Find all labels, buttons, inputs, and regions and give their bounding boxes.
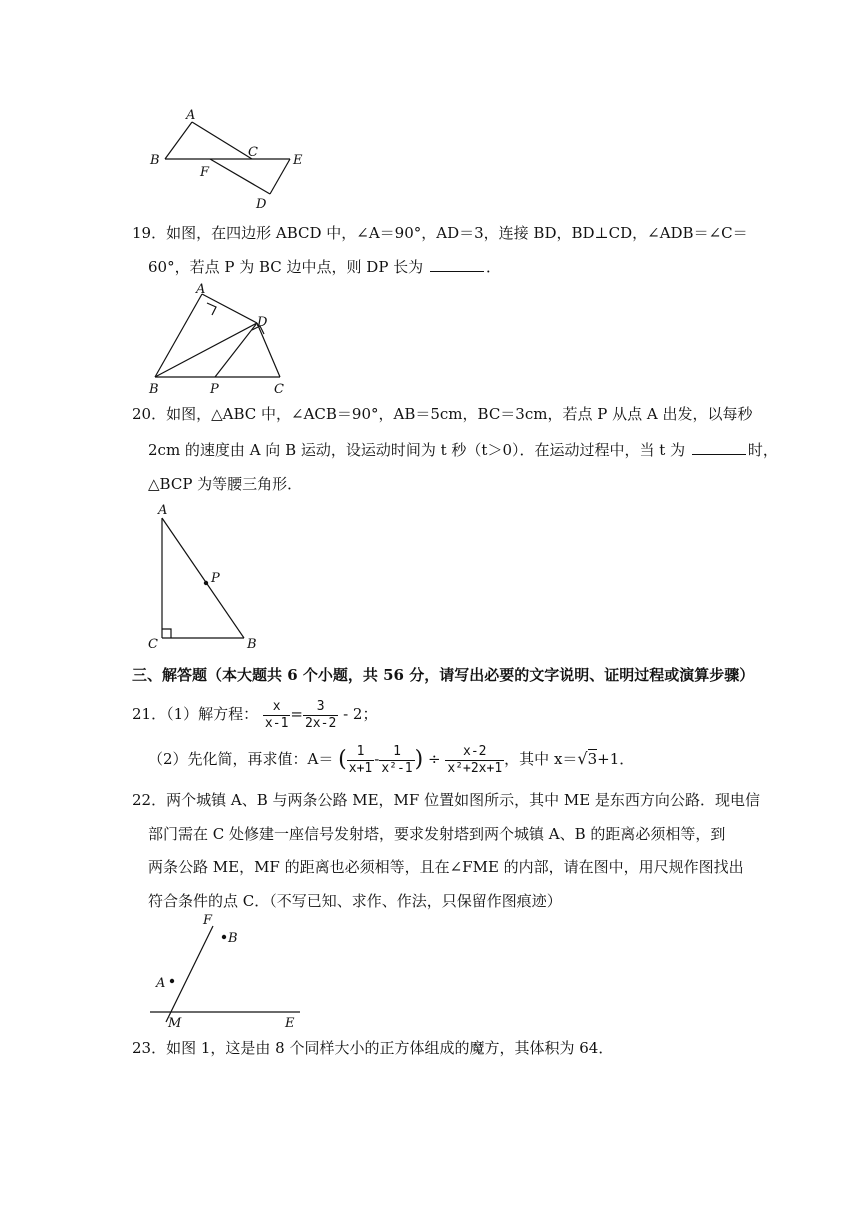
fraction-x-over-x-1: $\frac{x}{x-1}$ <box>264 698 289 731</box>
q20-line2-text: 2cm 的速度由 A 向 B 运动，设运动时间为 t 秒（t＞0）．在运动过程中，当 t 为 <box>148 441 686 459</box>
q21-part2-label: （2）先化简，再求值：A＝ <box>148 750 334 768</box>
sqrt-sign: √ <box>577 749 588 768</box>
q21-part1: 21．（1）解方程： $\frac{x}{x-1}$ = $\frac{3}{2x-2}$ - 2； <box>132 698 378 731</box>
q20-line1: 20．如图，△ABC 中，∠ACB＝90°，AB＝5cm，BC＝3cm，若点 P 从点 A 出发，以每秒 <box>132 405 753 423</box>
label-b: B <box>150 153 160 168</box>
q21-part1-tail: - 2； <box>343 705 378 723</box>
q20-line3: △BCP 为等腰三角形． <box>148 475 303 493</box>
q19-line2-end: ． <box>485 258 501 276</box>
fraction-1-over-x2-1: $\frac{1}{\text{x²-1}}$ <box>381 743 413 776</box>
label-c: C <box>274 382 284 397</box>
figure-q20 <box>140 500 280 655</box>
figure-q22 <box>140 910 315 1032</box>
label-c: C <box>148 637 158 652</box>
label-b: B <box>149 382 159 397</box>
q19-line2-text: 60°，若点 P 为 BC 边中点，则 DP 长为 <box>148 258 424 276</box>
label-f: F <box>203 913 213 928</box>
label-p: P <box>210 382 219 397</box>
q22-line3: 两条公路 ME，MF 的距离也必须相等，且在∠FME 的内部，请在图中，用尺规作图找出 <box>148 858 744 876</box>
fraction-3-over-2x-2: $\frac{3}{2x-2}$ <box>304 698 337 731</box>
q20-line2 <box>148 440 778 460</box>
answer-blank-q19[interactable] <box>430 257 484 272</box>
figure-q19 <box>140 282 300 397</box>
q22-line2: 部门需在 C 处修建一座信号发射塔，要求发射塔到两个城镇 A、B 的距离必须相等，到 <box>148 825 726 843</box>
label-e: E <box>293 153 303 168</box>
label-d: D <box>256 197 267 212</box>
label-c: C <box>248 145 258 160</box>
fraction-1-over-x+1: $\frac{1}{x+1}$ <box>348 743 373 776</box>
label-e: E <box>285 1016 295 1031</box>
sqrt-value: 3 <box>587 750 598 768</box>
q23-line1: 23．如图 1，这是由 8 个同样大小的正方体组成的魔方，其体积为 64． <box>132 1039 614 1057</box>
point-a <box>170 979 174 983</box>
q22-line1: 22．两个城镇 A、B 与两条公路 ME，MF 位置如图所示，其中 ME 是东西方向公路．现电信 <box>132 791 760 809</box>
point-p <box>204 581 208 585</box>
label-f: F <box>200 165 210 180</box>
section-heading: 三、解答题（本大题共 6 个小题，共 56 分，请写出必要的文字说明、证明过程或演算步骤） <box>132 666 755 684</box>
label-m: M <box>168 1016 182 1031</box>
label-a: A <box>158 503 168 518</box>
q22-line4: 符合条件的点 C．（不写已知、求作、作法，只保留作图痕迹） <box>148 892 562 910</box>
label-b: B <box>247 637 257 652</box>
label-p: P <box>211 571 220 586</box>
label-a: A <box>156 976 166 991</box>
label-a: A <box>186 108 196 123</box>
answer-blank-q20[interactable] <box>692 440 746 455</box>
q21-part2: （2）先化简，再求值：A＝ ( $\frac{1}{x+1}$ - $\frac{1}{\text{x²-1}}$ ) ÷ $\frac{x-2}{\text{x²+2x+1}}$ ，其中 x＝√3+1． <box>148 743 635 776</box>
q21-part1-label: 21．（1）解方程： <box>132 705 259 723</box>
q19-line1: 19．如图，在四边形 ABCD 中，∠A＝90°，AD＝3，连接 BD，BD⊥CD，∠ADB＝∠C＝ <box>132 224 748 242</box>
fraction-x-2-over-poly: $\frac{x-2}{\text{x²+2x+1}}$ <box>447 743 503 776</box>
q19-line2 <box>148 257 501 277</box>
q21-where: ，其中 x＝ <box>504 750 578 768</box>
point-b <box>222 935 226 939</box>
figure-q18 <box>140 104 320 214</box>
label-d: D <box>257 315 268 330</box>
label-a: A <box>196 282 206 297</box>
label-b: B <box>228 931 238 946</box>
q20-line2-end: 时， <box>747 441 778 459</box>
